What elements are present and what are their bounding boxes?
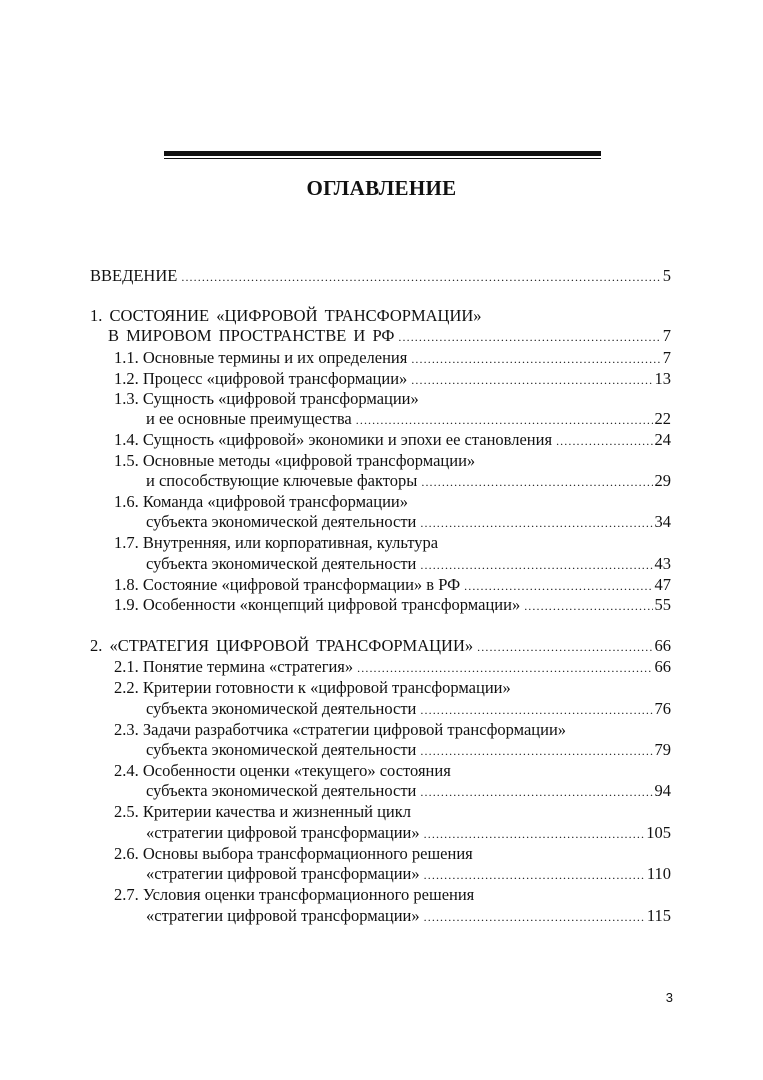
dot-leader [398,327,660,347]
toc-entry-1-5[interactable] [146,471,671,492]
toc-entry-1-9[interactable] [114,595,671,616]
dot-leader [181,267,660,287]
toc-entry-label: 1.4. Сущность «цифровой» экономики и эпохи ее становления [114,430,553,449]
toc-entry-2-5-line1[interactable]: 2.5. Критерии качества и жизненный цикл [114,802,412,821]
toc-entry-1-5-line1[interactable]: 1.5. Основные методы «цифровой трансформации» [114,451,476,470]
toc-entry-label: 2. «СТРАТЕГИЯ ЦИФРОВОЙ ТРАНСФОРМАЦИИ» [90,636,474,655]
toc-entry-label: В МИРОВОМ ПРОСТРАНСТВЕ И РФ [108,326,395,345]
toc-entry-2-6-line1[interactable]: 2.6. Основы выбора трансформационного решения [114,844,473,863]
toc-entry-1-3-line1[interactable]: 1.3. Сущность «цифровой трансформации» [114,389,419,408]
toc-entry-page: 47 [654,575,671,594]
dot-leader [464,576,652,596]
dot-leader [424,865,645,885]
toc-entry-2-1[interactable] [114,657,671,678]
toc-entry-2-7[interactable] [146,906,671,927]
toc-entry-label: субъекта экономической деятельности [146,699,417,718]
dot-leader [424,824,645,844]
dot-leader [420,555,652,575]
toc-entry-1-4[interactable] [114,430,671,451]
dot-leader [524,596,652,616]
toc-entry-label: 1.2. Процесс «цифровой трансформации» [114,369,408,388]
toc-entry-label: «стратегии цифровой трансформации» [146,906,420,925]
toc-entry-page: 66 [654,657,671,676]
toc-entry-label: 2.1. Понятие термина «стратегия» [114,657,354,676]
toc-entry-page: 55 [654,595,671,614]
toc-entry-1-6[interactable] [146,512,671,533]
toc-entry-1-6-line1[interactable]: 1.6. Команда «цифровой трансформации» [114,492,408,511]
dot-leader [556,431,652,451]
toc-entry-2-6[interactable] [146,864,671,885]
toc-entry-page: 43 [654,554,671,573]
toc-entry-page: 94 [654,781,671,800]
toc-entry-page: 34 [654,512,671,531]
dot-leader [420,741,652,761]
dot-leader [411,349,660,369]
toc-entry-page: 110 [646,864,671,883]
toc-entry-2-3-line1[interactable]: 2.3. Задачи разработчика «стратегии цифровой трансформации» [114,720,567,739]
toc-entry-label: ВВЕДЕНИЕ [90,266,178,285]
dot-leader [421,472,652,492]
toc-entry-label: «стратегии цифровой трансформации» [146,823,420,842]
toc-entry-page: 79 [654,740,671,759]
toc-entry-label: 1.9. Особенности «концепций цифровой трансформации» [114,595,521,614]
dot-leader [420,782,652,802]
toc-entry-page: 5 [662,266,671,285]
toc-entry-label: и ее основные преимущества [146,409,352,428]
toc-entry-2-5[interactable] [146,823,671,844]
toc-entry-label: субъекта экономической деятельности [146,781,417,800]
toc-entry-page: 105 [646,823,671,842]
toc-entry-page: 22 [654,409,671,428]
toc-entry-1-1[interactable] [114,348,671,369]
toc-entry-1-7-line1[interactable]: 1.7. Внутренняя, или корпоративная, культура [114,533,439,552]
toc-entry-1-2[interactable] [114,369,671,390]
toc-entry-2-4[interactable] [146,781,671,802]
toc-entry-label: субъекта экономической деятельности [146,554,417,573]
toc-entry-label: 1.8. Состояние «цифровой трансформации» в РФ [114,575,461,594]
page-title: ОГЛАВЛЕНИЕ [306,176,457,200]
toc-entry-page: 7 [662,326,671,345]
toc-entry-page: 29 [654,471,671,490]
toc-entry-page: 7 [662,348,671,367]
toc-entry-page: 24 [654,430,671,449]
toc-entry-page: 66 [654,636,671,655]
toc-entry-intro[interactable] [90,266,671,287]
toc-chapter-1[interactable] [108,326,671,347]
dot-leader [420,513,652,533]
toc-chapter-1-line1[interactable]: 1. СОСТОЯНИЕ «ЦИФРОВОЙ ТРАНСФОРМАЦИИ» [90,306,482,325]
dot-leader [356,410,653,430]
dot-leader [420,700,652,720]
page-number: 3 [665,990,673,1005]
toc-entry-1-8[interactable] [114,575,671,596]
toc-entry-page: 115 [646,906,671,925]
toc-entry-label: субъекта экономической деятельности [146,740,417,759]
dot-leader [411,370,652,390]
toc-entry-1-7[interactable] [146,554,671,575]
toc-entry-label: 1.1. Основные термины и их определения [114,348,408,367]
toc-entry-2-2[interactable] [146,699,671,720]
toc-entry-page: 13 [654,369,671,388]
toc-entry-2-2-line1[interactable]: 2.2. Критерии готовности к «цифровой трансформации» [114,678,511,697]
toc-entry-page: 76 [654,699,671,718]
toc-entry-2-4-line1[interactable]: 2.4. Особенности оценки «текущего» состояния [114,761,451,780]
toc-entry-1-3[interactable] [146,409,671,430]
toc-entry-2-3[interactable] [146,740,671,761]
dot-leader [357,658,652,678]
dot-leader [477,637,652,657]
dot-leader [424,907,645,927]
toc-entry-label: и способствующие ключевые факторы [146,471,418,490]
toc-chapter-2[interactable] [90,636,671,657]
toc-entry-2-7-line1[interactable]: 2.7. Условия оценки трансформационного решения [114,885,475,904]
toc-entry-label: «стратегии цифровой трансформации» [146,864,420,883]
toc-entry-label: субъекта экономической деятельности [146,512,417,531]
